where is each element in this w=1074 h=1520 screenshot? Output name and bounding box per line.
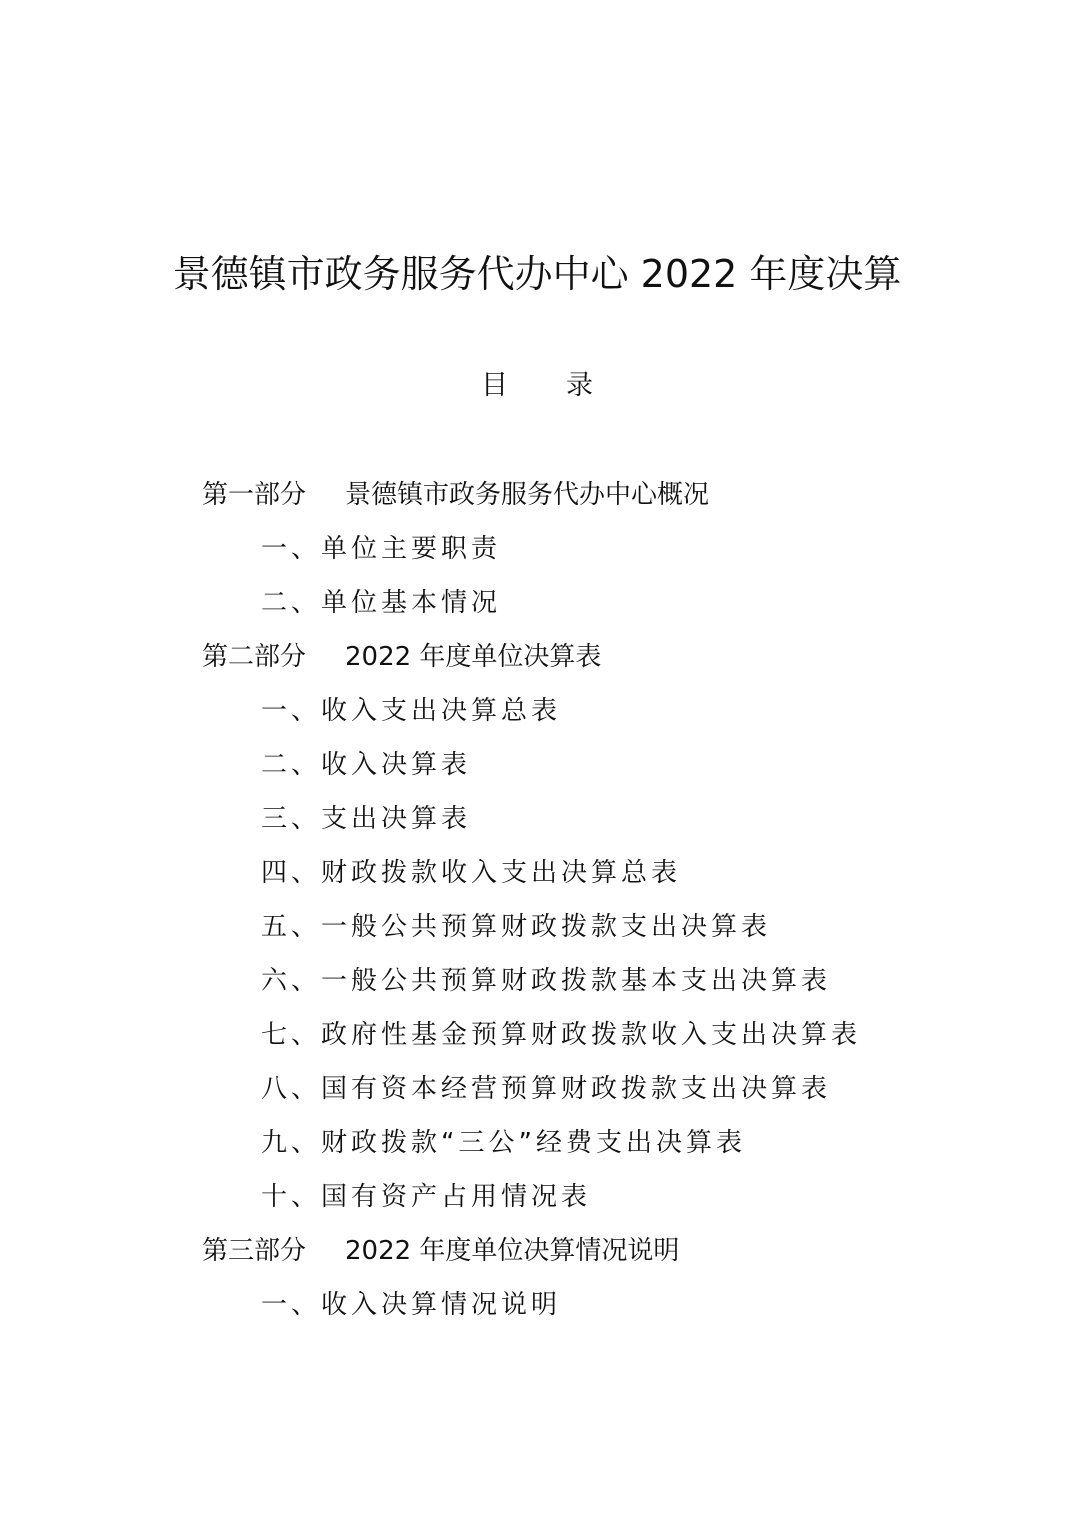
toc-item: 二、单位基本情况 — [261, 588, 502, 618]
part-label: 第一部分 — [202, 480, 307, 510]
part-title: 景德镇市政务服务代办中心概况 — [345, 480, 710, 510]
toc-item: 十、国有资产占用情况表 — [261, 1182, 592, 1212]
toc-item: 一、单位主要职责 — [261, 534, 502, 564]
toc-heading-char-2: 录 — [566, 370, 593, 401]
page-title: 景德镇市政务服务代办中心 2022 年度决算 — [172, 252, 902, 296]
toc-item: 三、支出决算表 — [261, 804, 472, 834]
toc-item: 一、收入支出决算总表 — [261, 696, 562, 726]
toc-item: 九、财政拨款“三公”经费支出决算表 — [261, 1128, 746, 1158]
toc-heading-char-1: 目 — [481, 370, 508, 401]
part-label: 第三部分 — [202, 1236, 307, 1266]
toc-item: 六、一般公共预算财政拨款基本支出决算表 — [261, 966, 832, 996]
part-title: 2022 年度单位决算表 — [345, 642, 602, 672]
toc-item: 五、一般公共预算财政拨款支出决算表 — [261, 912, 772, 942]
toc-item: 七、政府性基金预算财政拨款收入支出决算表 — [261, 1020, 862, 1050]
part-title: 2022 年度单位决算情况说明 — [345, 1236, 680, 1266]
toc-item: 二、收入决算表 — [261, 750, 472, 780]
toc-item: 四、财政拨款收入支出决算总表 — [261, 858, 682, 888]
toc-heading — [0, 366, 1074, 406]
toc-item: 一、收入决算情况说明 — [261, 1290, 562, 1320]
toc-item: 八、国有资本经营预算财政拨款支出决算表 — [261, 1074, 832, 1104]
toc-part-3 — [0, 1224, 1074, 1278]
part-label: 第二部分 — [202, 642, 307, 672]
toc-part-1 — [0, 468, 1074, 522]
toc-part-2 — [0, 630, 1074, 684]
table-of-contents — [0, 468, 1074, 1332]
